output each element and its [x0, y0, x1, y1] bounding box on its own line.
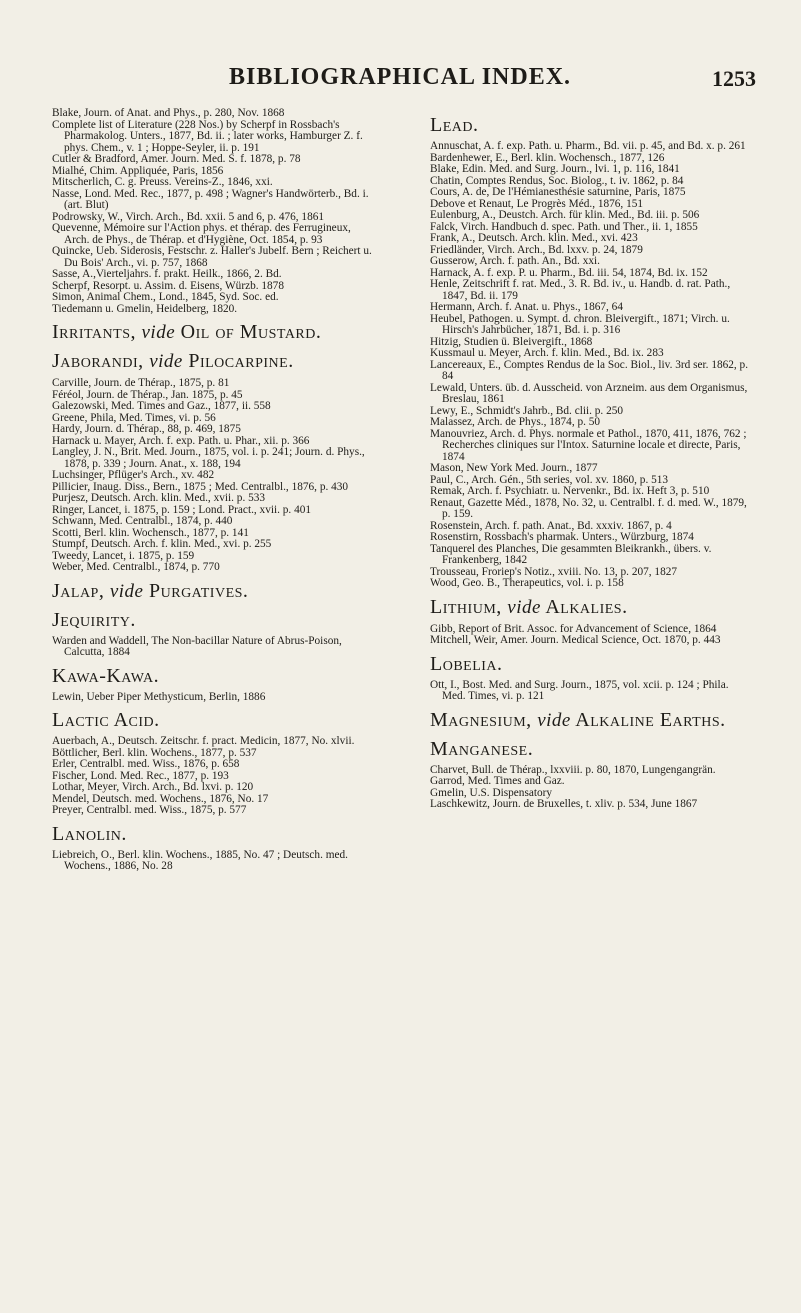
running-title: BIBLIOGRAPHICAL INDEX. [228, 64, 572, 90]
heading-term: Jalap, [52, 579, 105, 602]
left-sections [52, 321, 374, 873]
heading-term: Lobelia. [430, 652, 503, 675]
reference-entry: Lewin, Ueber Piper Methysticum, Berlin, 1886 [52, 690, 266, 703]
section-heading [52, 350, 374, 373]
index-section [430, 709, 752, 732]
index-section [52, 321, 374, 344]
reference-entry: Renaut, Gazette Méd., 1878, No. 32, u. Centralbl. f. d. med. W., 1879, p. 159. [430, 496, 747, 520]
heading-target: Purgatives. [149, 579, 249, 602]
reference-entry: Frank, A., Deutsch. Arch. klin. Med., xvi. 423 [430, 232, 638, 244]
section-heading [52, 321, 374, 344]
reference-entry: Podrowsky, W., Virch. Arch., Bd. xxii. 5 and 6, p. 476, 1861 [52, 210, 325, 223]
reference-entry: Eulenburg, A., Deustch. Arch. für klin. Med., Bd. iii. p. 506 [430, 209, 700, 221]
reference-entry: Stumpf, Deutsch. Arch. f. klin. Med., xvi. p. 255 [52, 538, 272, 550]
reference-entry: Luchsinger, Pflüger's Arch., xv. 482 [52, 469, 215, 481]
index-section [52, 823, 374, 873]
heading-term: Kawa-Kawa. [52, 664, 160, 687]
index-section [430, 653, 752, 703]
heading-vide: vide [109, 580, 144, 602]
heading-term: Jequirity. [52, 608, 136, 631]
heading-term: Lithium, [430, 595, 502, 618]
reference-entry: Heubel, Pathogen. u. Sympt. d. chron. Bleivergift., 1871; Virch. u. Hirsch's Jahrbücher, 1871, Bd. i. p. 316 [430, 312, 730, 336]
index-section [430, 596, 752, 647]
reference-entry: Quevenne, Mémoire sur l'Action phys. et thérap. des Ferrugineux, Arch. de Phys., de Thérap. et d'Hygiène, Oct. 1854, p. 93 [52, 222, 351, 246]
section-heading [52, 823, 374, 845]
reference-entry: Preyer, Centralbl. med. Wiss., 1875, p. 577 [52, 804, 247, 816]
heading-vide: vide [507, 596, 541, 618]
reference-entry: Mason, New York Med. Journ., 1877 [430, 462, 598, 474]
section-heading [52, 709, 374, 731]
reference-entry: Warden and Waddell, The Non-bacillar Nature of Abrus-Poison, Calcutta, 1884 [52, 634, 342, 658]
reference-entry: Trousseau, Froriep's Notiz., xviii. No. 13, p. 207, 1827 [430, 565, 678, 578]
reference-entry: Fischer, Lond. Med. Rec., 1877, p. 193 [52, 769, 229, 782]
reference-entry: Böttlicher, Berl. klin. Wochens., 1877, p. 537 [52, 746, 257, 759]
reference-entry: Blake, Edin. Med. and Surg. Journ., lvi. 1, p. 116, 1841 [430, 163, 680, 175]
reference-entry: Galezowski, Med. Times and Gaz., 1877, ii. 558 [52, 400, 271, 412]
reference-entry: Gmelin, U.S. Dispensatory [430, 786, 553, 799]
reference-entry: Ringer, Lancet, i. 1875, p. 159 ; Lond. Pract., xvii. p. 401 [52, 503, 312, 516]
reference-entry: Scotti, Berl. klin. Wochensch., 1877, p. 141 [52, 526, 249, 539]
reference-entry: Malassez, Arch. de Phys., 1874, p. 50 [430, 416, 601, 428]
reference-entry: Manouvriez, Arch. d. Phys. normale et Pathol., 1870, 411, 1876, 762 ; Recherches cliniques sur l'Intox. Saturnine locale et directe, Paris, 1874 [430, 427, 747, 463]
reference-entry: Mendel, Deutsch. med. Wochens., 1876, No. 17 [52, 792, 269, 805]
right-sections [430, 114, 752, 811]
reference-entry: Garrod, Med. Times and Gaz. [430, 775, 565, 787]
right-column [430, 108, 752, 811]
section-heading [430, 738, 752, 760]
reference-entry: Tiedemann u. Gmelin, Heidelberg, 1820. [52, 302, 238, 315]
reference-entry: Purjesz, Deutsch. Arch. klin. Med., xvii. p. 533 [52, 492, 266, 504]
index-section [52, 609, 374, 659]
reference-entry: Tweedy, Lancet, i. 1875, p. 159 [52, 549, 195, 562]
reference-entry: Mitchell, Weir, Amer. Journ. Medical Science, Oct. 1870, p. 443 [430, 634, 721, 646]
reference-entry: Rosenstein, Arch. f. path. Anat., Bd. xxxiv. 1867, p. 4 [430, 519, 672, 532]
reference-entry: Ott, I., Bost. Med. and Surg. Journ., 1875, vol. xcii. p. 124 ; Phila. Med. Times, vi. p. 121 [430, 678, 729, 702]
reference-entry: Tanquerel des Planches, Die gesammten Bleikrankh., übers. v. Frankenberg, 1842 [430, 542, 712, 566]
heading-vide: vide [149, 351, 183, 372]
reference-entry: Complete list of Literature (228 Nos.) by Scherpf in Rossbach's Pharmakolog. Unters., 1877, Bd. ii. ; later works, Hamburger Z. f. phys. Chem., v. 1 ; Hoppe-Seyler, ii. p. 191 [52, 118, 363, 154]
reference-entry: Langley, J. N., Brit. Med. Journ., 1875, vol. i. p. 241; Journ. d. Phys., 1878, p. 339 ; Journ. Anat., x. 188, 194 [52, 446, 365, 470]
reference-entry: Lothar, Meyer, Virch. Arch., Bd. lxvi. p. 120 [52, 781, 254, 793]
reference-entry: Cours, A. de, De l'Hémianesthésie saturnine, Paris, 1875 [430, 186, 686, 198]
reference-entry: Henle, Zeitschrift f. rat. Med., 3. R. Bd. iv., u. Handb. d. rat. Path., 1847, Bd. ii. 179 [430, 278, 731, 302]
reference-entry: Hardy, Journ. d. Thérap., 88, p. 469, 1875 [52, 423, 241, 435]
reference-entry: Harnack u. Mayer, Arch. f. exp. Path. u. Phar., xii. p. 366 [52, 434, 310, 447]
index-section [52, 665, 374, 704]
index-section [52, 580, 374, 603]
page-header [40, 58, 760, 98]
section-heading [430, 114, 752, 136]
reference-entry: Pillicier, Inaug. Diss., Bern., 1875 ; Med. Centralbl., 1876, p. 430 [52, 480, 349, 493]
reference-entry: Gusserow, Arch. f. path. An., Bd. xxi. [430, 255, 600, 267]
section-heading [52, 580, 374, 603]
reference-entry: Paul, C., Arch. Gén., 5th series, vol. xv. 1860, p. 513 [430, 473, 669, 486]
reference-entry: Weber, Med. Centralbl., 1874, p. 770 [52, 561, 220, 573]
reference-entry: Rosenstirn, Rossbach's pharmak. Unters., Würzburg, 1874 [430, 531, 694, 543]
heading-term: Lead. [430, 114, 479, 136]
reference-entry: Hermann, Arch. f. Anat. u. Phys., 1867, 64 [430, 301, 623, 313]
reference-entry: Laschkewitz, Journ. de Bruxelles, t. xliv. p. 534, June 1867 [430, 798, 698, 810]
reference-entry: Lewy, E., Schmidt's Jahrb., Bd. clii. p. 250 [430, 404, 624, 417]
reference-entry: Auerbach, A., Deutsch. Zeitschr. f. pract. Medicin, 1877, No. xlvii. [52, 735, 355, 747]
heading-target: Oil of Mustard. [180, 321, 322, 343]
index-section [52, 350, 374, 574]
reference-entry: Lancereaux, E., Comptes Rendus de la Soc. Biol., liv. 3rd ser. 1862, p. 84 [430, 358, 749, 382]
reference-entry: Mialhé, Chim. Appliquée, Paris, 1856 [52, 164, 224, 177]
reference-entry: Remak, Arch. f. Psychiatr. u. Nervenkr., Bd. ix. Heft 3, p. 510 [430, 485, 710, 497]
reference-entry: Lewald, Unters. üb. d. Ausscheid. von Arzneim. aus dem Organismus, Breslau, 1861 [430, 381, 748, 405]
reference-entry: Sasse, A.,Vierteljahrs. f. prakt. Heilk., 1866, 2. Bd. [52, 268, 282, 280]
reference-entry: Mitscherlich, C. g. Preuss. Vereins-Z., 1846, xxi. [52, 176, 273, 188]
reference-entry: Carville, Journ. de Thérap., 1875, p. 81 [52, 377, 230, 389]
reference-entry: Wood, Geo. B., Therapeutics, vol. i. p. 158 [430, 577, 624, 589]
reference-entry: Schwann, Med. Centralbl., 1874, p. 440 [52, 515, 233, 527]
reference-entry: Scherpf, Resorpt. u. Assim. d. Eisens, Würzb. 1878 [52, 279, 284, 292]
section-heading [430, 709, 752, 732]
reference-entry: Annuschat, A. f. exp. Path. u. Pharm., Bd. vii. p. 45, and Bd. x. p. 261 [430, 140, 746, 152]
reference-entry: Charvet, Bull. de Thérap., lxxviii. p. 80, 1870, Lungengangrän. [430, 763, 716, 776]
heading-term: Lactic Acid. [52, 709, 160, 731]
heading-term: Lanolin. [52, 822, 127, 845]
heading-target: Alkalies. [545, 595, 628, 618]
page-number: 1253 [712, 66, 756, 91]
continued-references [52, 108, 374, 315]
reference-entry: Quincke, Ueb. Siderosis, Festschr. z. Haller's Jubelf. Bern ; Reichert u. Du Bois' Arch., vi. p. 757, 1868 [52, 245, 372, 269]
section-heading [430, 653, 752, 675]
reference-entry: Chatin, Comptes Rendus, Soc. Biolog., t. iv. 1862, p. 84 [430, 174, 684, 187]
reference-entry: Harnack, A. f. exp. P. u. Pharm., Bd. iii. 54, 1874, Bd. ix. 152 [430, 266, 708, 279]
heading-target: Pilocarpine. [188, 350, 294, 372]
heading-vide: vide [537, 709, 571, 731]
left-column [52, 108, 374, 873]
heading-term: Magnesium, [430, 708, 532, 731]
reference-entry: Bardenhewer, E., Berl. klin. Wochensch., 1877, 126 [430, 151, 665, 164]
reference-entry: Debove et Renaut, Le Progrès Méd., 1876, 151 [430, 197, 644, 210]
reference-entry: Féréol, Journ. de Thérap., Jan. 1875, p. 45 [52, 388, 243, 401]
section-heading [430, 596, 752, 619]
index-section [430, 114, 752, 590]
heading-term: Jaborandi, [52, 350, 144, 372]
index-section [430, 738, 752, 811]
heading-target: Alkaline Earths. [575, 708, 726, 731]
reference-entry: Simon, Animal Chem., Lond., 1845, Syd. Soc. ed. [52, 291, 279, 303]
reference-entry: Friedländer, Virch. Arch., Bd. lxxv. p. 24, 1879 [430, 243, 643, 256]
index-section [52, 709, 374, 817]
reference-entry: Hitzig, Studien ü. Bleivergift., 1868 [430, 335, 593, 348]
reference-entry: Kussmaul u. Meyer, Arch. f. klin. Med., Bd. ix. 283 [430, 347, 664, 359]
reference-entry: Liebreich, O., Berl. klin. Wochens., 1885, No. 47 ; Deutsch. med. Wochens., 1886, No. 28 [52, 848, 348, 872]
reference-entry: Gibb, Report of Brit. Assoc. for Advancement of Science, 1864 [430, 622, 717, 635]
heading-term: Irritants, [52, 321, 136, 343]
heading-vide: vide [141, 322, 176, 343]
reference-entry: Cutler & Bradford, Amer. Journ. Med. S. f. 1878, p. 78 [52, 153, 301, 165]
reference-entry: Erler, Centralbl. med. Wiss., 1876, p. 658 [52, 758, 240, 770]
reference-entry: Nasse, Lond. Med. Rec., 1877, p. 498 ; Wagner's Handwörterb., Bd. i. (art. Blut) [52, 187, 369, 211]
section-heading [52, 609, 374, 631]
section-heading [52, 665, 374, 687]
heading-term: Manganese. [430, 737, 534, 760]
reference-entry: Falck, Virch. Handbuch d. spec. Path. und Ther., ii. 1, 1855 [430, 220, 698, 233]
reference-entry: Greene, Phila, Med. Times, vi. p. 56 [52, 411, 216, 424]
reference-entry: Blake, Journ. of Anat. and Phys., p. 280, Nov. 1868 [52, 107, 285, 119]
